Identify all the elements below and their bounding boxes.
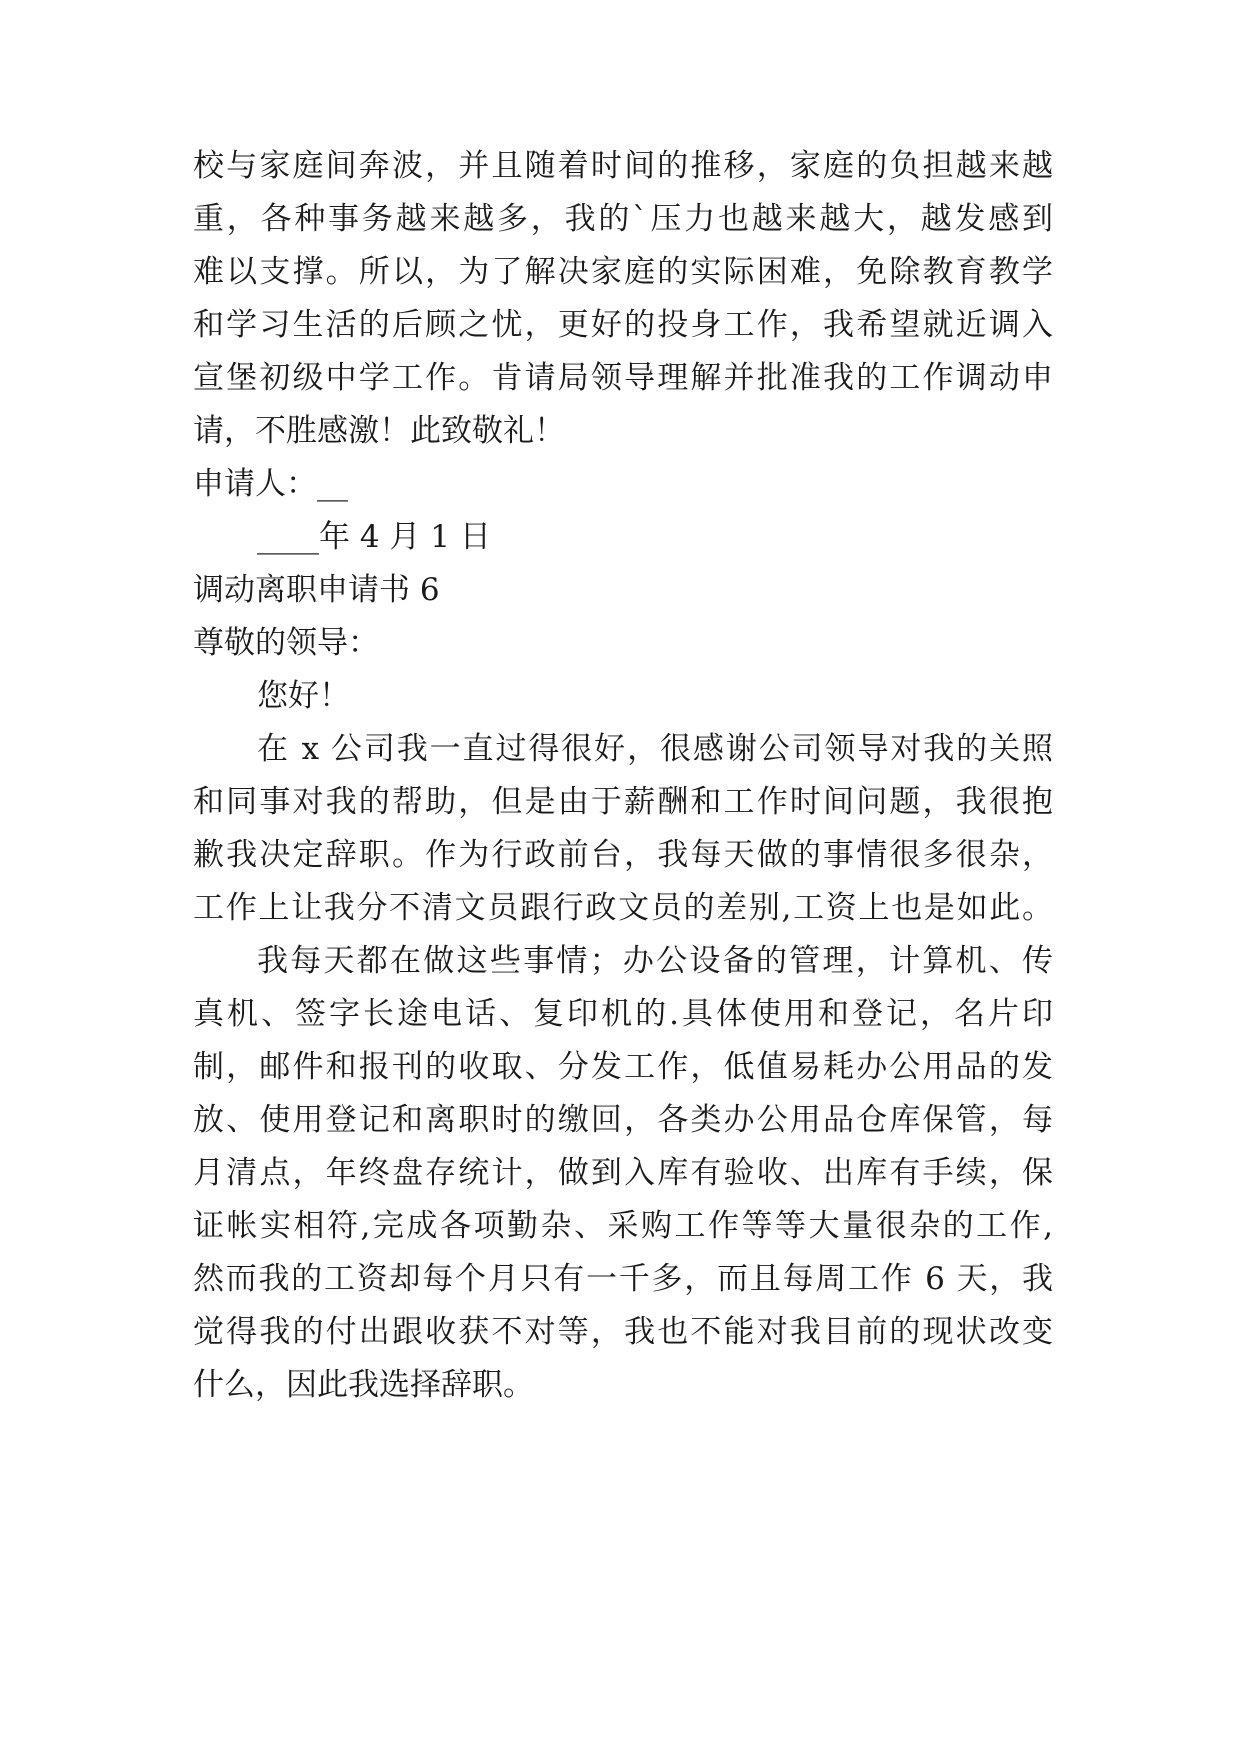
paragraph-line: 和学习生活的后顾之忧，更好的投身工作，我希望就近调入 bbox=[193, 307, 1053, 343]
paragraph-line: 什么，因此我选择辞职。 bbox=[193, 1367, 534, 1403]
paragraph-line: 重，各种事务越来越多，我的`压力也越来越大，越发感到 bbox=[193, 201, 1053, 237]
date-line: ____年 4 月 1 日 bbox=[257, 519, 491, 555]
paragraph-line: 工作上让我分不清文员跟行政文员的差别,工资上也是如此。 bbox=[193, 890, 1053, 926]
paragraph-line: 我每天都在做这些事情；办公设备的管理，计算机、传 bbox=[257, 943, 1053, 979]
paragraph-line: 在 x 公司我一直过得很好，很感谢公司领导对我的关照 bbox=[257, 731, 1053, 767]
greeting: 您好！ bbox=[257, 678, 350, 714]
paragraph-line: 真机、签字长途电话、复印机的.具体使用和登记，名片印 bbox=[193, 996, 1053, 1032]
section-title: 调动离职申请书 6 bbox=[193, 572, 440, 608]
paragraph-line: 制，邮件和报刊的收取、分发工作，低值易耗办公用品的发 bbox=[193, 1049, 1053, 1085]
paragraph-line: 然而我的工资却每个月只有一千多，而且每周工作 6 天，我 bbox=[193, 1261, 1053, 1297]
paragraph-line: 觉得我的付出跟收获不对等，我也不能对我目前的现状改变 bbox=[193, 1314, 1053, 1350]
paragraph-line: 月清点，年终盘存统计，做到入库有验收、出库有手续，保 bbox=[193, 1155, 1053, 1191]
paragraph-line: 难以支撑。所以，为了解决家庭的实际困难，免除教育教学 bbox=[193, 254, 1053, 290]
paragraph-line: 证帐实相符,完成各项勤杂、采购工作等等大量很杂的工作, bbox=[193, 1208, 1053, 1244]
salutation: 尊敬的领导： bbox=[193, 625, 379, 661]
paragraph-line: 放、使用登记和离职时的缴回，各类办公用品仓库保管，每 bbox=[193, 1102, 1053, 1138]
applicant-signature-line: 申请人：__ bbox=[193, 466, 348, 502]
paragraph-line: 请，不胜感激！此致敬礼！ bbox=[193, 413, 565, 449]
paragraph-line: 校与家庭间奔波，并且随着时间的推移，家庭的负担越来越 bbox=[193, 148, 1053, 184]
paragraph-line: 宣堡初级中学工作。肯请局领导理解并批准我的工作调动申 bbox=[193, 360, 1053, 396]
paragraph-line: 歉我决定辞职。作为行政前台，我每天做的事情很多很杂， bbox=[193, 837, 1053, 873]
paragraph-line: 和同事对我的帮助，但是由于薪酬和工作时间问题，我很抱 bbox=[193, 784, 1053, 820]
